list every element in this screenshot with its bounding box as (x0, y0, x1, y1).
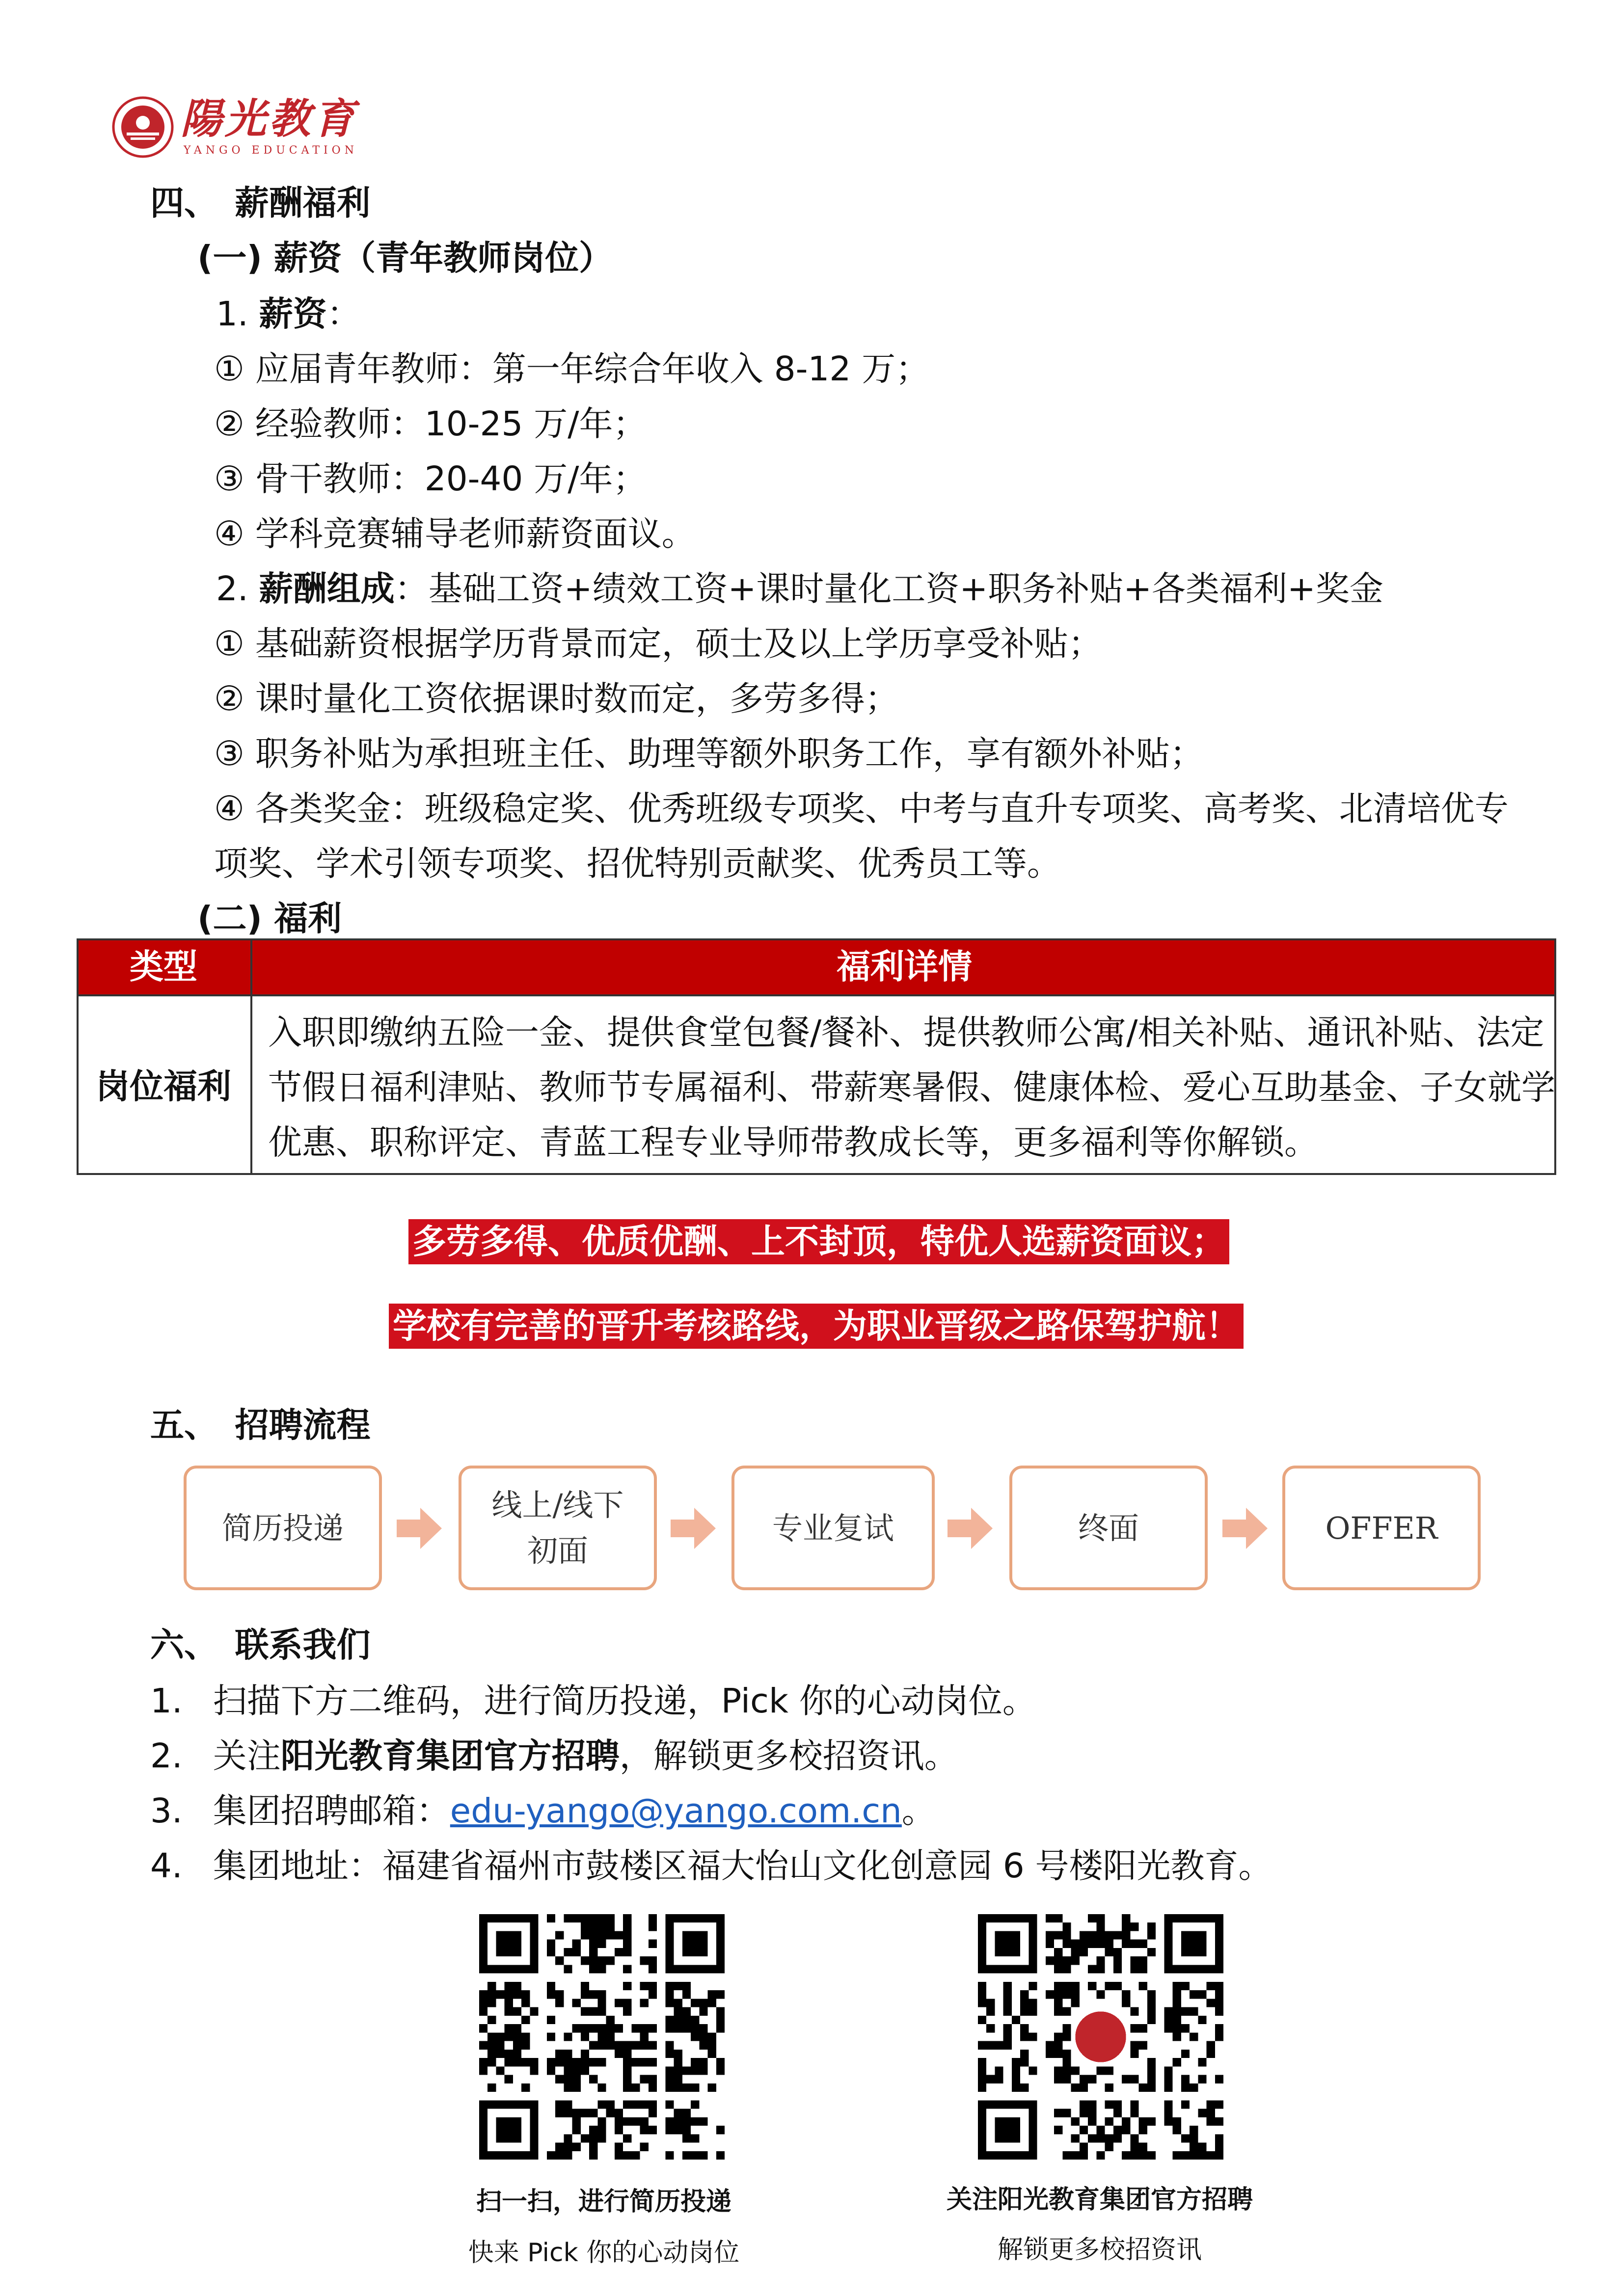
section5-heading: 五、 招聘流程 (150, 1406, 371, 1445)
contact-item (150, 1791, 936, 1831)
salary-line: ① 应届青年教师：第一年综合年收入 8-12 万； (214, 349, 930, 389)
item-number: 2. (150, 1736, 183, 1776)
salary-subheading: (一) 薪资（青年教师岗位） (197, 239, 613, 278)
qr-right-subtitle: 解锁更多校招资讯 (997, 2235, 1202, 2265)
logo-english-text: YANGO EDUCATION (184, 144, 358, 157)
flow-step-label: 初面 (527, 1533, 588, 1569)
section6-heading: 六、 联系我们 (150, 1626, 371, 1665)
table-row-detail-line: 入职即缴纳五险一金、提供食堂包餐/餐补、提供教师公寓/相关补贴、通讯补贴、法定 (268, 1013, 1544, 1052)
welfare-table (77, 938, 1556, 1175)
item-colon: ： (326, 294, 361, 334)
item-number: 2. (216, 569, 248, 609)
salary-item-title (216, 294, 361, 334)
flow-step-second-interview (731, 1466, 935, 1590)
contact-item (150, 1682, 1036, 1721)
flow-step-label: 专业复试 (772, 1510, 894, 1546)
contact-item (150, 1736, 958, 1776)
item-title-bold: 薪资 (259, 294, 327, 334)
flow-step-label: 简历投递 (221, 1510, 344, 1546)
contact-text: 扫描下方二维码，进行简历投递，Pick 你的心动岗位。 (213, 1682, 1036, 1721)
item-number: 1. (150, 1682, 183, 1721)
logo-chinese-text: 陽光教育 (181, 94, 358, 143)
section4-heading: 四、 薪酬福利 (150, 184, 371, 223)
item-title-bold: 薪酬组成 (259, 569, 395, 609)
arrow-right-icon (1222, 1505, 1270, 1552)
arrow-right-icon (397, 1505, 444, 1552)
table-header-type: 类型 (130, 947, 197, 987)
recruitment-email-link[interactable]: edu-yango@yango.com.cn (450, 1791, 902, 1831)
item-number: 4. (150, 1846, 183, 1886)
table-header-details: 福利详情 (837, 947, 972, 987)
salary-line: ③ 骨干教师：20-40 万/年； (214, 459, 647, 499)
flow-step-first-interview (459, 1466, 657, 1590)
composition-line: ① 基础薪资根据学历背景而定，硕士及以上学历享受补贴； (214, 624, 1102, 664)
contact-text: 。 (901, 1791, 936, 1831)
contact-text: ，解锁更多校招资讯。 (619, 1736, 958, 1776)
flow-step-label: 终面 (1078, 1510, 1139, 1546)
flow-step-resume (184, 1466, 382, 1590)
flow-step-label: 线上/线下 (491, 1487, 624, 1523)
resume-qr-code-icon[interactable] (479, 1914, 725, 2160)
contact-text: 关注 (213, 1736, 281, 1776)
flow-step-final-interview (1009, 1466, 1208, 1590)
composition-line: ④ 各类奖金：班级稳定奖、优秀班级专项奖、中考与直升专项奖、高考奖、北清培优专 (214, 789, 1509, 828)
flow-step-offer (1282, 1466, 1481, 1590)
table-row-detail-line: 优惠、职称评定、青蓝工程专业导师带教成长等，更多福利等你解锁。 (268, 1123, 1318, 1162)
qr-left-subtitle: 快来 Pick 你的心动岗位 (468, 2238, 740, 2268)
salary-line: ② 经验教师：10-25 万/年； (214, 404, 647, 444)
item-number: 1. (216, 294, 248, 334)
contact-text: 集团招聘邮箱： (213, 1791, 450, 1831)
welfare-subheading: (二) 福利 (197, 899, 342, 938)
official-recruitment-name: 阳光教育集团官方招聘 (280, 1736, 620, 1776)
yango-logo (112, 96, 367, 160)
contact-item (150, 1846, 1272, 1886)
item-number: 3. (150, 1791, 183, 1831)
arrow-right-icon (671, 1505, 718, 1552)
composition-item-title (216, 569, 1383, 609)
contact-text: 集团地址：福建省福州市鼓楼区福大怡山文化创意园 6 号楼阳光教育。 (213, 1846, 1272, 1886)
seal-icon (112, 96, 174, 158)
item-rest: ：基础工资+绩效工资+课时量化工资+职务补贴+各类福利+奖金 (394, 569, 1383, 609)
wechat-qr-code-icon[interactable] (978, 1914, 1223, 2160)
composition-line: ② 课时量化工资依据课时数而定，多劳多得； (214, 679, 899, 719)
table-row-type: 岗位福利 (96, 1067, 231, 1106)
composition-line: ③ 职务补贴为承担班主任、助理等额外职务工作，享有额外补贴； (214, 734, 1204, 774)
flow-step-label: OFFER (1325, 1510, 1438, 1546)
composition-line: 项奖、学术引领专项奖、招优特别贡献奖、优秀员工等。 (214, 844, 1061, 883)
salary-line: ④ 学科竞赛辅导老师薪资面议。 (214, 514, 696, 554)
highlight-banner: 多劳多得、优质优酬、上不封顶，特优人选薪资面议； (408, 1219, 1229, 1264)
highlight-banner: 学校有完善的晋升考核路线，为职业晋级之路保驾护航！ (389, 1304, 1244, 1349)
qr-right-title: 关注阳光教育集团官方招聘 (946, 2185, 1253, 2215)
table-row-divider (77, 994, 1556, 996)
table-row-detail-line: 节假日福利津贴、教师节专属福利、带薪寒暑假、健康体检、爱心互助基金、子女就学 (268, 1068, 1555, 1107)
arrow-right-icon (947, 1505, 995, 1552)
qr-left-title: 扫一扫，进行简历投递 (476, 2187, 731, 2216)
